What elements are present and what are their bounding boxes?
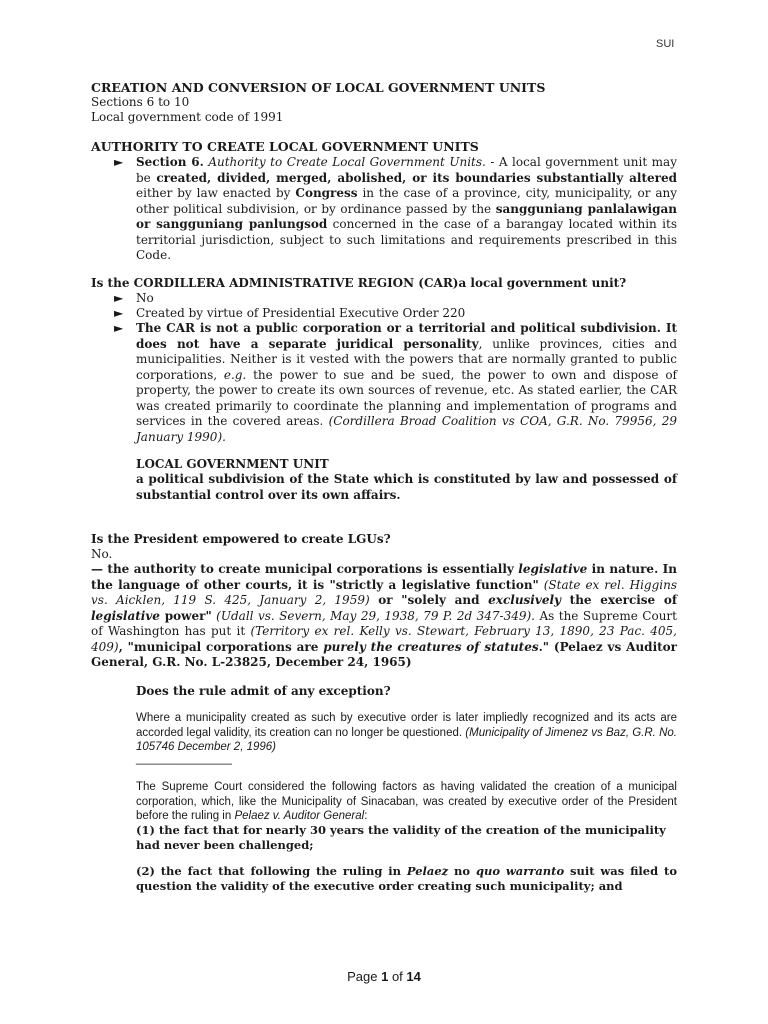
text-run: - A local government unit may be [136, 155, 677, 185]
text-run: e.g. [223, 367, 247, 382]
text-run: sangguniang panlalawigan or sangguniang panlungsod [136, 201, 677, 231]
text-run: , unlike provinces, cities and municipalities. Neither is it vested with the powers that are normally granted to public corporations, [136, 336, 678, 382]
text-run: in the case of a province, city, municipality, or any other political subdivision, or by ordinance passed by the [136, 186, 678, 216]
authority-heading: AUTHORITY TO CREATE LOCAL GOVERNMENT UNITS [91, 139, 479, 154]
footer-page-word: Page [347, 969, 378, 984]
factors-intro [136, 780, 677, 824]
president-explanation [91, 562, 677, 671]
president-answer: No. [91, 547, 113, 561]
bullet-arrow-icon: ► [114, 321, 124, 335]
text-run: or "solely and [369, 593, 489, 607]
sections-label: Sections 6 to 10 [91, 95, 190, 109]
text-run: : [364, 810, 368, 822]
bullet-arrow-icon: ► [114, 291, 124, 305]
text-run: Pelaez [406, 864, 449, 878]
text-run: As the Supreme Court of Washington has put it [91, 608, 677, 638]
footer-total-pages: 14 [406, 969, 421, 984]
text-run: legislative [91, 608, 160, 623]
car-created-by: Created by virtue of Presidential Executive Order 220 [136, 306, 466, 320]
bullet-arrow-icon: ► [114, 155, 124, 169]
text-run: exclusively [488, 593, 562, 607]
separator-line: _______________ [136, 753, 232, 765]
text-run: The CAR is not a public corporation or a territorial and political subdivision. It does not have a separate juridical personality [136, 321, 677, 351]
text-run: (Territory ex rel. Kelly vs. Stewart, February 13, 1890, 23 Pac. 405, 409) [91, 624, 677, 654]
document-title: CREATION AND CONVERSION OF LOCAL GOVERNMENT UNITS [91, 80, 546, 95]
text-run: The Supreme Court considered the following factors as having validated the creation of a municipal corporation, which, like the Municipality of Sinacaban, was created by executive order of the President before the ruling in [136, 781, 677, 822]
text-run: — the authority to create municipal corporations is essentially [91, 562, 519, 576]
text-run: no [448, 864, 476, 878]
text-run: the power to sue and be sued, the power to own and dispose of property, the power to create its own sources of revenue, etc. As stated earlier, the CAR was created primarily to coordinate the planning and implementation of programs and services in the covered areas. [136, 367, 678, 428]
text-run: (Cordillera Broad Coalition vs COA, G.R. No. 79956, 29 January 1990). [136, 414, 677, 444]
text-run: concerned in the case of a barangay located within its territorial jurisdiction, subject to such limitations and requirements prescribed in this Code. [136, 217, 677, 262]
page-header-initials: SUI [656, 38, 675, 50]
text-run: Congress [295, 186, 358, 200]
text-run: created, divided, merged, abolished, or its boundaries substantially altered [156, 170, 677, 185]
text-run: purely the creatures of statutes [323, 639, 539, 654]
footer-current-page: 1 [381, 969, 389, 984]
text-run: Where a municipality created as such by executive order is later impliedly recognized and its acts are accorded legal validity, its creation can no longer be questioned. [136, 712, 677, 739]
factor-2 [136, 864, 677, 893]
factor-1: (1) the fact that for nearly 30 years the validity of the creation of the municipality had never been challenged; [136, 823, 666, 852]
source-label: Local government code of 1991 [91, 110, 284, 124]
text-run: (Udall vs. Severn, May 29, 1938, 79 P. 2d 347-349). [211, 608, 535, 623]
president-question: Is the President empowered to create LGUs? [91, 532, 391, 546]
footer-of-word: of [391, 969, 403, 984]
text-run: suit was filed to question the validity of the executive order creating such municipality; and [136, 864, 677, 893]
lgu-definition: a political subdivision of the State which is constituted by law and possessed of substantial control over its own affairs. [136, 472, 677, 502]
text-run: either by law enacted by [136, 186, 296, 200]
text-run: Authority to Create Local Government Units. [203, 155, 486, 169]
text-run: in nature. In the language of other courts, it is "strictly a legislative function" [91, 562, 677, 592]
lgu-heading: LOCAL GOVERNMENT UNIT [136, 457, 329, 471]
text-run: (2) the fact that following the ruling in [136, 864, 407, 878]
section-6-paragraph [136, 155, 677, 264]
text-run: (Municipality of Jimenez vs Baz, G.R. No. 105746 December 2, 1996) [136, 726, 677, 753]
bullet-arrow-icon: ► [114, 306, 124, 320]
page-footer [0, 969, 768, 984]
exception-question: Does the rule admit of any exception? [136, 684, 391, 698]
text-run: power" [159, 608, 212, 623]
text-run: Section 6. [136, 155, 204, 169]
car-question: Is the CORDILLERA ADMINISTRATIVE REGION (CAR)a local government unit? [91, 276, 627, 290]
text-run: quo warranto [475, 864, 565, 878]
text-run: (State ex rel. Higgins vs. Aicklen, 119 S. 425, January 2, 1959) [91, 577, 678, 607]
exception-answer [136, 711, 677, 755]
text-run: , "municipal corporations are [118, 639, 324, 654]
text-run: the exercise of [561, 593, 677, 607]
car-answer-no: No [136, 291, 154, 305]
text-run: ." (Pelaez vs Auditor General, G.R. No. L-23825, December 24, 1965) [91, 639, 677, 669]
text-run: legislative [518, 562, 588, 576]
text-run: Pelaez v. Auditor General [234, 810, 365, 822]
car-explanation [136, 321, 677, 445]
